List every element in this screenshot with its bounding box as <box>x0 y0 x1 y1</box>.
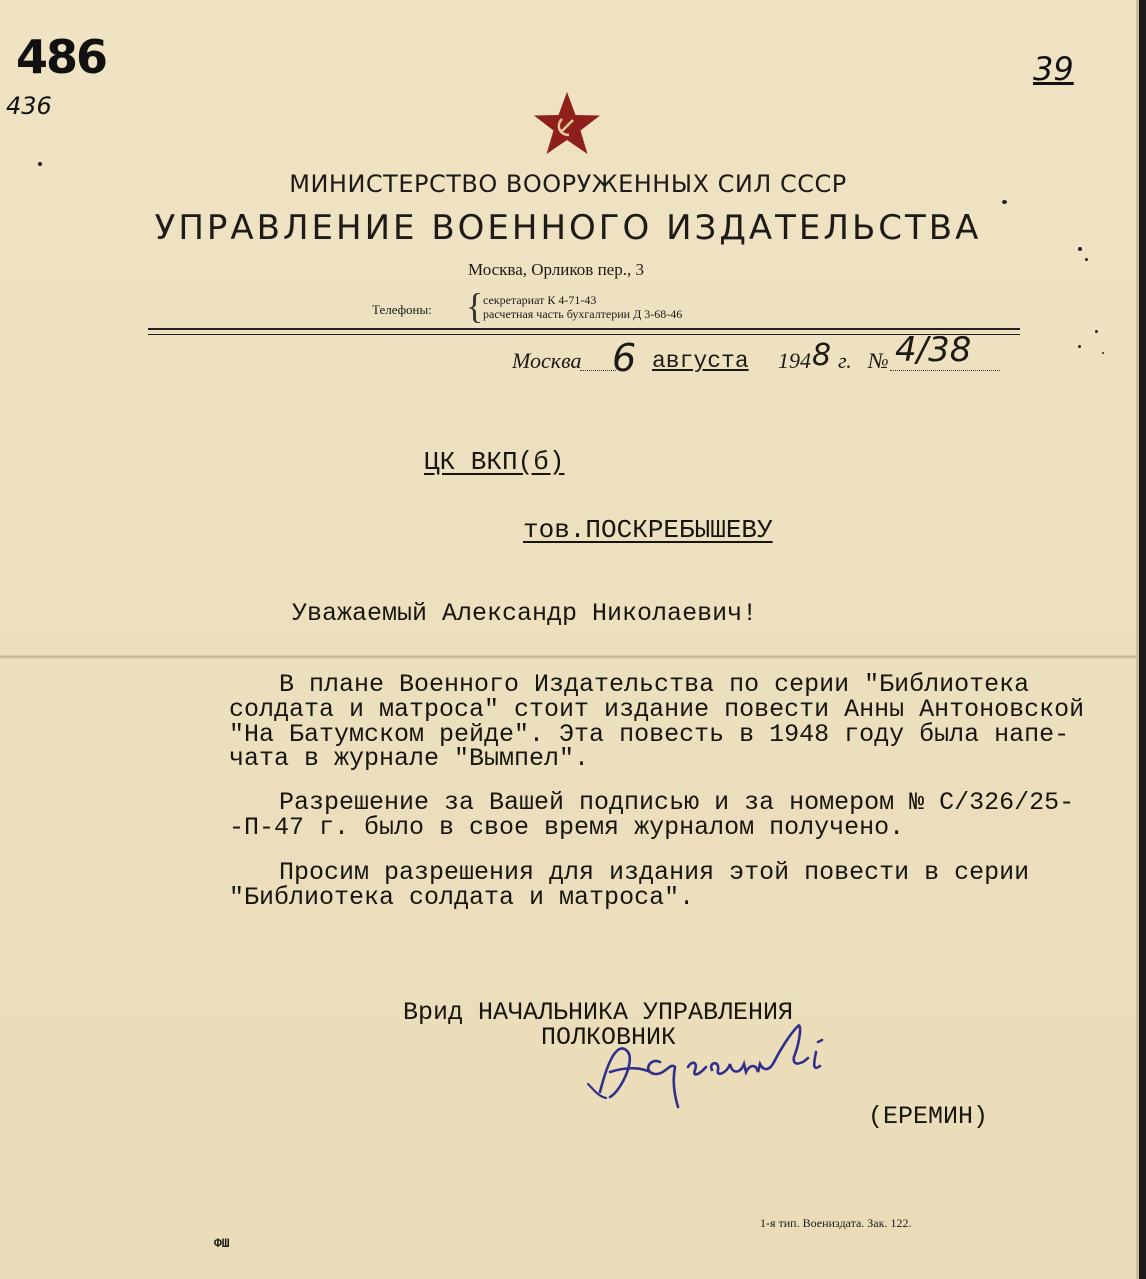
fold-crease <box>0 655 1136 659</box>
department-title: УПРАВЛЕНИЕ ВОЕННОГО ИЗДАТЕЛЬСТВА <box>154 208 982 248</box>
handwritten-signature <box>580 1012 910 1122</box>
phone-accounting: расчетная часть бухгалтерии Д 3-68-46 <box>483 307 683 321</box>
signatory-title: Врид НАЧАЛЬНИКА УПРАВЛЕНИЯ <box>403 998 794 1027</box>
signatory-name: (ЕРЕМИН) <box>868 1102 989 1131</box>
page-number: 39 <box>1033 50 1074 88</box>
paragraph-1-line-4: чата в журнале "Вымпел". <box>229 744 590 773</box>
dateline-year-prefix: 194 <box>778 348 811 373</box>
addressee-person: тов.ПОСКРЕБЫШЕВУ <box>523 515 773 545</box>
paragraph-1-line-1: В плане Военного Издательства по серии "Библиотека <box>279 670 1030 699</box>
archive-number: 486 <box>16 30 107 84</box>
paragraph-2-line-2: -П-47 г. было в свое время журналом получено. <box>229 813 905 842</box>
dateline-year-suffix: 8 <box>812 338 832 373</box>
address: Москва, Орликов пер., 3 <box>468 260 644 279</box>
dateline-month: августа <box>652 348 749 374</box>
header-rule-thin <box>148 334 1020 335</box>
header-rule <box>148 328 1020 330</box>
dateline-number-label: № <box>868 348 889 373</box>
typist-initials: ФШ <box>214 1236 230 1251</box>
archive-number-secondary: 436 <box>6 92 52 120</box>
paragraph-3-line-1: Просим разрешения для издания этой повести в серии <box>279 858 1030 887</box>
red-star-emblem-icon <box>532 92 602 156</box>
dateline-city: Москва <box>512 348 582 373</box>
paragraph-1-line-3: "На Батумском рейде". Эта повесть в 1948 году была напе- <box>229 720 1070 749</box>
ministry-title: МИНИСТЕРСТВО ВООРУЖЕННЫХ СИЛ СССР <box>289 170 847 198</box>
signatory-rank: ПОЛКОВНИК <box>541 1023 677 1052</box>
phones-brace: { <box>466 286 484 326</box>
salutation: Уважаемый Александр Николаевич! <box>292 599 758 628</box>
dateline-number: 4/38 <box>895 330 972 370</box>
printer-imprint: 1-я тип. Воениздата. Зак. 122. <box>760 1216 912 1230</box>
phone-secretariat: секретариат К 4-71-43 <box>483 293 597 307</box>
dateline-day: 6 <box>612 336 637 380</box>
paragraph-2-line-1: Разрешение за Вашей подписью и за номером № С/326/25- <box>279 788 1075 817</box>
dateline-year-label: г. <box>838 348 852 373</box>
addressee-org: ЦК ВКП(б) <box>424 447 565 477</box>
phones-label: Телефоны: <box>372 302 432 317</box>
paragraph-1-line-2: солдата и матроса" стоит издание повести Анны Антоновской <box>229 695 1085 724</box>
paragraph-3-line-2: "Библиотека солдата и матроса". <box>229 883 695 912</box>
